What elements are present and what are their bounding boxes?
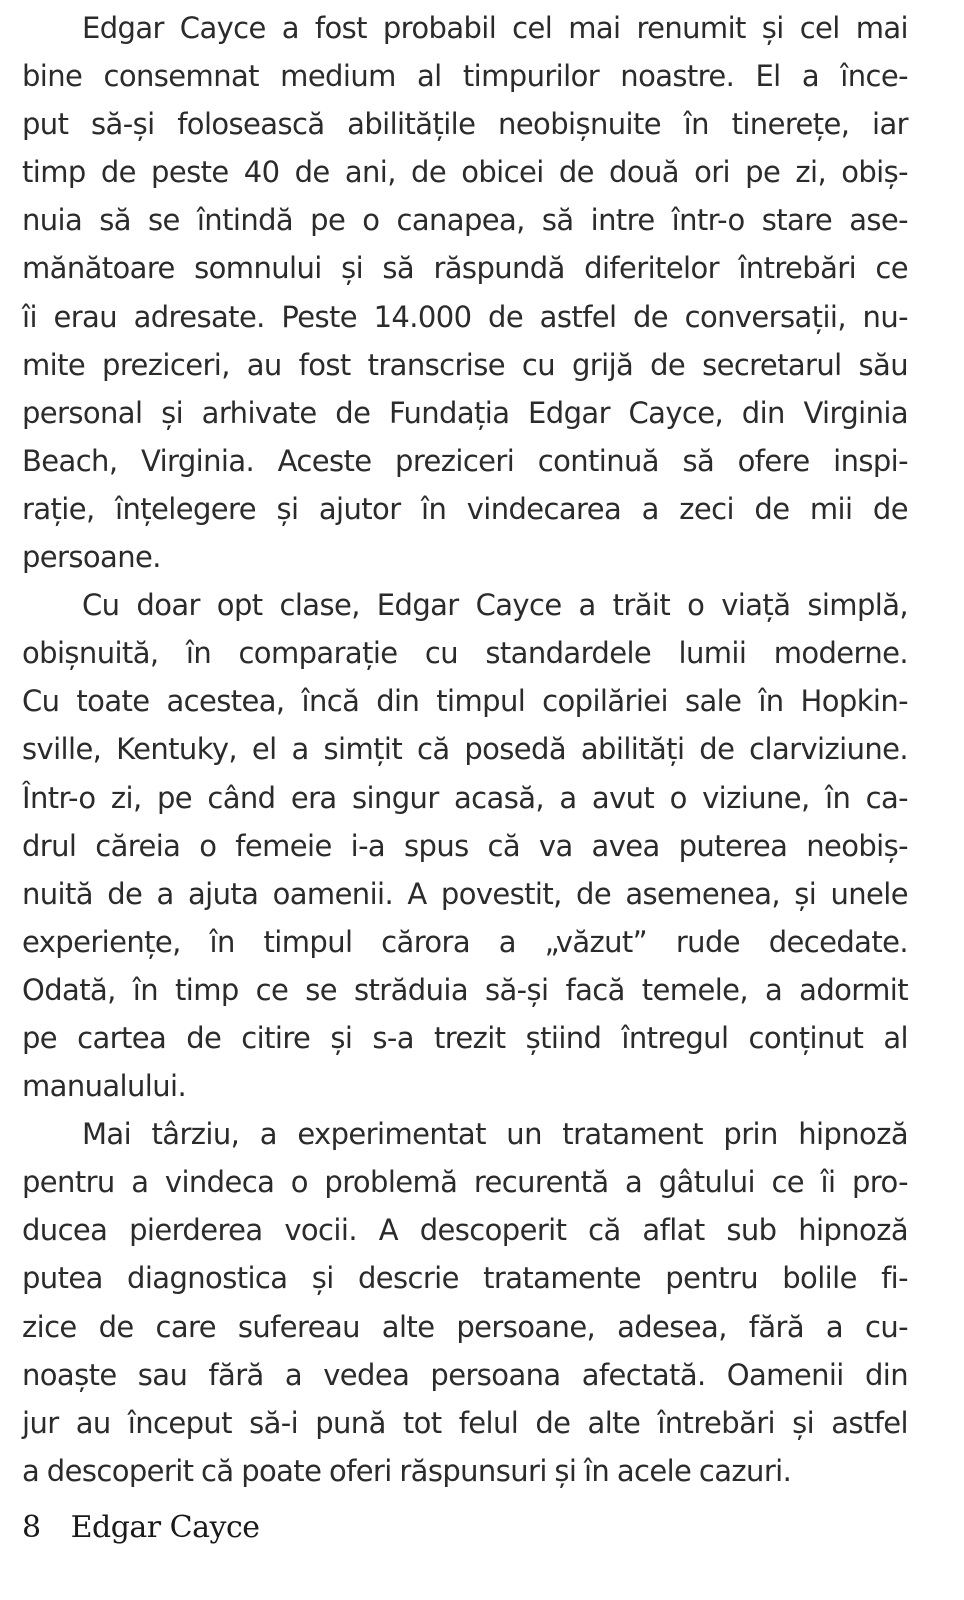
text-line: nuia să se întindă pe o canapea, să intre într-o stare ase-	[22, 203, 908, 238]
text-line: experiențe, în timpul cărora a „văzut” rude decedate.	[22, 924, 908, 959]
text-line: nuită de a ajuta oamenii. A povestit, de asemenea, și unele	[22, 876, 908, 911]
text-line: putea diagnostica și descrie tratamente pentru bolile fi-	[22, 1261, 908, 1296]
paragraph-1	[22, 4, 908, 581]
paragraph-2	[22, 581, 908, 1110]
paragraph-3	[22, 1110, 908, 1495]
text-line: mite preziceri, au fost transcrise cu grijă de secretarul său	[22, 347, 908, 382]
text-line: jur au început să-i pună tot felul de alte întrebări și astfel	[22, 1405, 908, 1440]
text-line: put să-și folosească abilitățile neobișnuite în tinerețe, iar	[22, 107, 908, 142]
text-line: îi erau adresate. Peste 14.000 de astfel de conversații, nu-	[22, 299, 908, 334]
text-line: ducea pierderea vocii. A descoperit că aflat sub hipnoză	[22, 1213, 908, 1248]
text-line: sville, Kentuky, el a simțit că posedă abilități de clarviziune.	[22, 732, 908, 767]
text-line: Mai târziu, a experimentat un tratament prin hipnoză	[82, 1117, 908, 1152]
text-line: Odată, în timp ce se străduia să-și facă temele, a adormit	[22, 972, 908, 1007]
page-number: 8	[22, 1510, 41, 1545]
text-line: rație, înțelegere și ajutor în vindecarea a zeci de mii de	[22, 491, 908, 526]
text-line: pe cartea de citire și s-a trezit știind întregul conținut al	[22, 1020, 908, 1055]
text-line: Cu doar opt clase, Edgar Cayce a trăit o viață simplă,	[82, 588, 908, 623]
text-line: bine consemnat medium al timpurilor noastre. El a înce-	[22, 59, 908, 94]
text-line: pentru a vindeca o problemă recurentă a gâtului ce îi pro-	[22, 1165, 908, 1200]
text-line: Beach, Virginia. Aceste preziceri continuă să ofere inspi-	[22, 443, 908, 478]
page-footer	[22, 1510, 260, 1545]
text-line: noaște sau fără a vedea persoana afectată. Oamenii din	[22, 1357, 908, 1392]
text-line: persoane.	[22, 540, 161, 575]
text-line: a descoperit că poate oferi răspunsuri și în acele cazuri.	[22, 1453, 792, 1488]
text-line: Cu toate acestea, încă din timpul copilăriei sale în Hopkin-	[22, 684, 908, 719]
text-line: obișnuită, în comparație cu standardele lumii moderne.	[22, 636, 908, 671]
text-line: drul căreia o femeie i-a spus că va avea puterea neobiș-	[22, 828, 908, 863]
text-line: personal și arhivate de Fundația Edgar Cayce, din Virginia	[22, 395, 908, 430]
text-line: Edgar Cayce a fost probabil cel mai renumit și cel mai	[82, 11, 908, 45]
running-title: Edgar Cayce	[70, 1510, 260, 1545]
text-line: zice de care sufereau alte persoane, adesea, fără a cu-	[22, 1309, 908, 1344]
text-line: timp de peste 40 de ani, de obicei de două ori pe zi, obiș-	[22, 155, 908, 190]
text-line: manualului.	[22, 1069, 187, 1104]
text-line: Într-o zi, pe când era singur acasă, a avut o viziune, în ca-	[22, 780, 908, 815]
text-line: mănătoare somnului și să răspundă diferitelor întrebări ce	[22, 251, 908, 286]
page-body	[22, 4, 908, 1495]
